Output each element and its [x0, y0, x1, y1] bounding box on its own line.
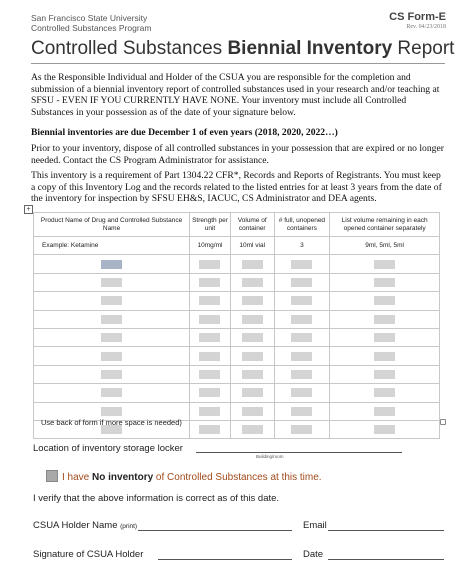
- table-cell: [190, 402, 231, 420]
- form-field-placeholder[interactable]: [101, 388, 122, 397]
- form-field-placeholder[interactable]: [242, 388, 263, 397]
- form-field-placeholder[interactable]: [199, 407, 220, 416]
- example-row: [34, 237, 440, 255]
- table-cell: [274, 365, 330, 383]
- form-field-placeholder[interactable]: [101, 296, 122, 305]
- example-strength: 10mg/ml: [190, 237, 231, 255]
- table-row: [34, 328, 440, 346]
- form-field-placeholder[interactable]: [374, 388, 395, 397]
- form-field-placeholder[interactable]: [374, 315, 395, 324]
- page-title: [31, 38, 454, 60]
- table-row: [34, 273, 440, 291]
- example-remaining: 9ml, 5ml, 5ml: [330, 237, 440, 255]
- table-row: [34, 292, 440, 310]
- form-field-placeholder[interactable]: [291, 352, 312, 361]
- back-of-form-note: Use back of form if more space is needed): [41, 418, 182, 427]
- title-bold: Biennial Inventory: [227, 38, 393, 59]
- table-cell: [330, 328, 440, 346]
- table-cell: [330, 420, 440, 438]
- header-remaining-volume: List volume remaining in each opened container separately: [330, 213, 440, 237]
- title-suffix: Report: [392, 38, 455, 59]
- verification-statement: I verify that the above information is correct as of this date.: [33, 493, 280, 504]
- table-cell: [34, 384, 190, 402]
- table-cell: [190, 310, 231, 328]
- form-field-placeholder[interactable]: [291, 388, 312, 397]
- table-cell: [330, 310, 440, 328]
- form-field-placeholder[interactable]: [199, 333, 220, 342]
- no-inventory-bold: No inventory: [92, 472, 154, 483]
- form-field-placeholder[interactable]: [374, 260, 395, 269]
- table-cell: [34, 365, 190, 383]
- table-cell: [190, 273, 231, 291]
- holder-name-text: CSUA Holder Name: [33, 520, 121, 531]
- form-field-placeholder[interactable]: [374, 370, 395, 379]
- table-row: [34, 347, 440, 365]
- table-cell: [330, 347, 440, 365]
- location-sublabel: Building/room: [256, 454, 284, 459]
- location-label: Location of inventory storage locker: [33, 443, 183, 454]
- form-field-placeholder[interactable]: [242, 296, 263, 305]
- form-field-placeholder[interactable]: [199, 352, 220, 361]
- table-cell: [230, 384, 274, 402]
- table-row: [34, 255, 440, 273]
- table-row: [34, 310, 440, 328]
- email-label: Email: [303, 520, 327, 531]
- no-inventory-checkbox[interactable]: [46, 470, 58, 482]
- form-field-placeholder[interactable]: [374, 407, 395, 416]
- form-field-placeholder[interactable]: [242, 370, 263, 379]
- form-field-placeholder[interactable]: [291, 296, 312, 305]
- form-field-placeholder[interactable]: [291, 425, 312, 434]
- table-cell: [230, 365, 274, 383]
- table-cell: [330, 292, 440, 310]
- table-cell: [230, 310, 274, 328]
- table-header-row: [34, 213, 440, 237]
- form-field-placeholder[interactable]: [291, 407, 312, 416]
- holder-name-label: [33, 520, 137, 531]
- form-field-placeholder[interactable]: [291, 333, 312, 342]
- title-prefix: Controlled Substances: [31, 38, 228, 59]
- table-cell: [274, 255, 330, 273]
- title-divider: [31, 63, 445, 64]
- table-cell: [274, 273, 330, 291]
- table-cell: [190, 365, 231, 383]
- table-cell: [230, 402, 274, 420]
- table-cell: [230, 328, 274, 346]
- table-cell: [34, 347, 190, 365]
- form-field-placeholder[interactable]: [242, 407, 263, 416]
- table-cell: [330, 365, 440, 383]
- table-cell: [230, 255, 274, 273]
- form-field-placeholder[interactable]: [242, 260, 263, 269]
- table-cell: [230, 273, 274, 291]
- table-cell: [34, 328, 190, 346]
- form-field-placeholder[interactable]: [101, 278, 122, 287]
- table-cell: [34, 255, 190, 273]
- table-cell: [274, 384, 330, 402]
- table-cell: [330, 402, 440, 420]
- table-cell: [34, 273, 190, 291]
- signature-label: Signature of CSUA Holder: [33, 549, 144, 560]
- form-field-placeholder[interactable]: [242, 333, 263, 342]
- no-inventory-pre: I have: [62, 472, 93, 483]
- header-full-containers: # full, unopened containers: [274, 213, 330, 237]
- example-name: Example: Ketamine: [34, 237, 190, 255]
- no-inventory-option[interactable]: [46, 470, 322, 483]
- example-count: 3: [274, 237, 330, 255]
- form-field-placeholder[interactable]: [291, 278, 312, 287]
- form-field-placeholder[interactable]: [101, 260, 122, 269]
- table-cell: [190, 347, 231, 365]
- intro-paragraph: As the Responsible Individual and Holder of the CSUA you are responsible for the completion and submission of a biennial inventory report of controlled substances used in your research and/or teaching at SFSU - EVEN IF YOU CURRENTLY HAVE NONE. Your inventory must include all Controlled Substances in your possession as of the date of your signature below.: [31, 72, 440, 118]
- table-cell: [34, 292, 190, 310]
- form-id: CS Form-E: [389, 11, 446, 23]
- table-resize-handle[interactable]: [440, 419, 446, 425]
- holder-name-field[interactable]: [138, 530, 292, 531]
- form-field-placeholder[interactable]: [374, 278, 395, 287]
- form-field-placeholder[interactable]: [242, 352, 263, 361]
- header-product-name: Product Name of Drug and Controlled Substance Name: [34, 213, 190, 237]
- form-field-placeholder[interactable]: [199, 278, 220, 287]
- form-field-placeholder[interactable]: [101, 315, 122, 324]
- form-field-placeholder[interactable]: [199, 425, 220, 434]
- form-field-placeholder[interactable]: [199, 315, 220, 324]
- form-field-placeholder[interactable]: [291, 315, 312, 324]
- institution-header: [31, 13, 151, 33]
- table-cell: [330, 255, 440, 273]
- header-strength: Strength per unit: [190, 213, 231, 237]
- form-field-placeholder[interactable]: [374, 333, 395, 342]
- form-field-placeholder[interactable]: [199, 388, 220, 397]
- form-field-placeholder[interactable]: [374, 352, 395, 361]
- table-cell: [34, 310, 190, 328]
- program-name: Controlled Substances Program: [31, 23, 152, 33]
- form-field-placeholder[interactable]: [199, 260, 220, 269]
- table-cell: [274, 347, 330, 365]
- form-field-placeholder[interactable]: [101, 352, 122, 361]
- holder-name-hint: (print): [120, 523, 138, 530]
- table-cell: [190, 292, 231, 310]
- header-volume: Volume of container: [230, 213, 274, 237]
- form-field-placeholder[interactable]: [199, 370, 220, 379]
- inventory-table: [33, 212, 440, 439]
- table-cell: [190, 255, 231, 273]
- form-meta: [389, 11, 446, 30]
- table-cell: [274, 292, 330, 310]
- table-cell: [230, 292, 274, 310]
- table-cell: [274, 310, 330, 328]
- form-field-placeholder[interactable]: [291, 370, 312, 379]
- table-row: [34, 384, 440, 402]
- date-field[interactable]: [328, 559, 444, 560]
- table-cell: [190, 420, 231, 438]
- table-cell: [274, 420, 330, 438]
- date-label: Date: [303, 549, 324, 560]
- form-field-placeholder[interactable]: [101, 370, 122, 379]
- table-cell: [330, 273, 440, 291]
- form-field-placeholder[interactable]: [242, 278, 263, 287]
- table-cell: [230, 347, 274, 365]
- form-field-placeholder[interactable]: [101, 407, 122, 416]
- revision-date: Rev. 04/23/2018: [406, 24, 446, 30]
- university-name: San Francisco State University: [31, 13, 148, 23]
- table-cell: [190, 384, 231, 402]
- table-row: [34, 365, 440, 383]
- email-field[interactable]: [328, 530, 444, 531]
- signature-field[interactable]: [158, 559, 292, 560]
- form-field-placeholder[interactable]: [242, 425, 263, 434]
- due-date-paragraph: Biennial inventories are due December 1 of even years (2018, 2020, 2022…): [31, 127, 338, 138]
- location-field[interactable]: [196, 452, 402, 453]
- dispose-paragraph: Prior to your inventory, dispose of all controlled substances in your possession that are expired or no longer needed. Contact the CS Program Administrator for assistance.: [31, 143, 444, 166]
- table-cell: [274, 402, 330, 420]
- table-cell: [274, 328, 330, 346]
- table-expand-icon[interactable]: +: [24, 205, 33, 214]
- form-field-placeholder[interactable]: [199, 296, 220, 305]
- table-cell: [330, 384, 440, 402]
- form-field-placeholder[interactable]: [101, 333, 122, 342]
- table-cell: [190, 328, 231, 346]
- example-volume: 10ml vial: [230, 237, 274, 255]
- no-inventory-post: of Controlled Substances at this time.: [153, 472, 322, 483]
- form-field-placeholder[interactable]: [291, 260, 312, 269]
- form-field-placeholder[interactable]: [242, 315, 263, 324]
- requirement-paragraph: This inventory is a requirement of Part 1304.22 CFR*, Records and Reports of Registrants. You must keep a copy of this Inventory Log and the records related to the listed entries for at least 3 years from the date of the inventory for inspection by SFSU EH&S, IACUC, CS Administrator and DEA agents.: [31, 170, 442, 204]
- form-field-placeholder[interactable]: [374, 296, 395, 305]
- form-field-placeholder[interactable]: [374, 425, 395, 434]
- table-cell: [230, 420, 274, 438]
